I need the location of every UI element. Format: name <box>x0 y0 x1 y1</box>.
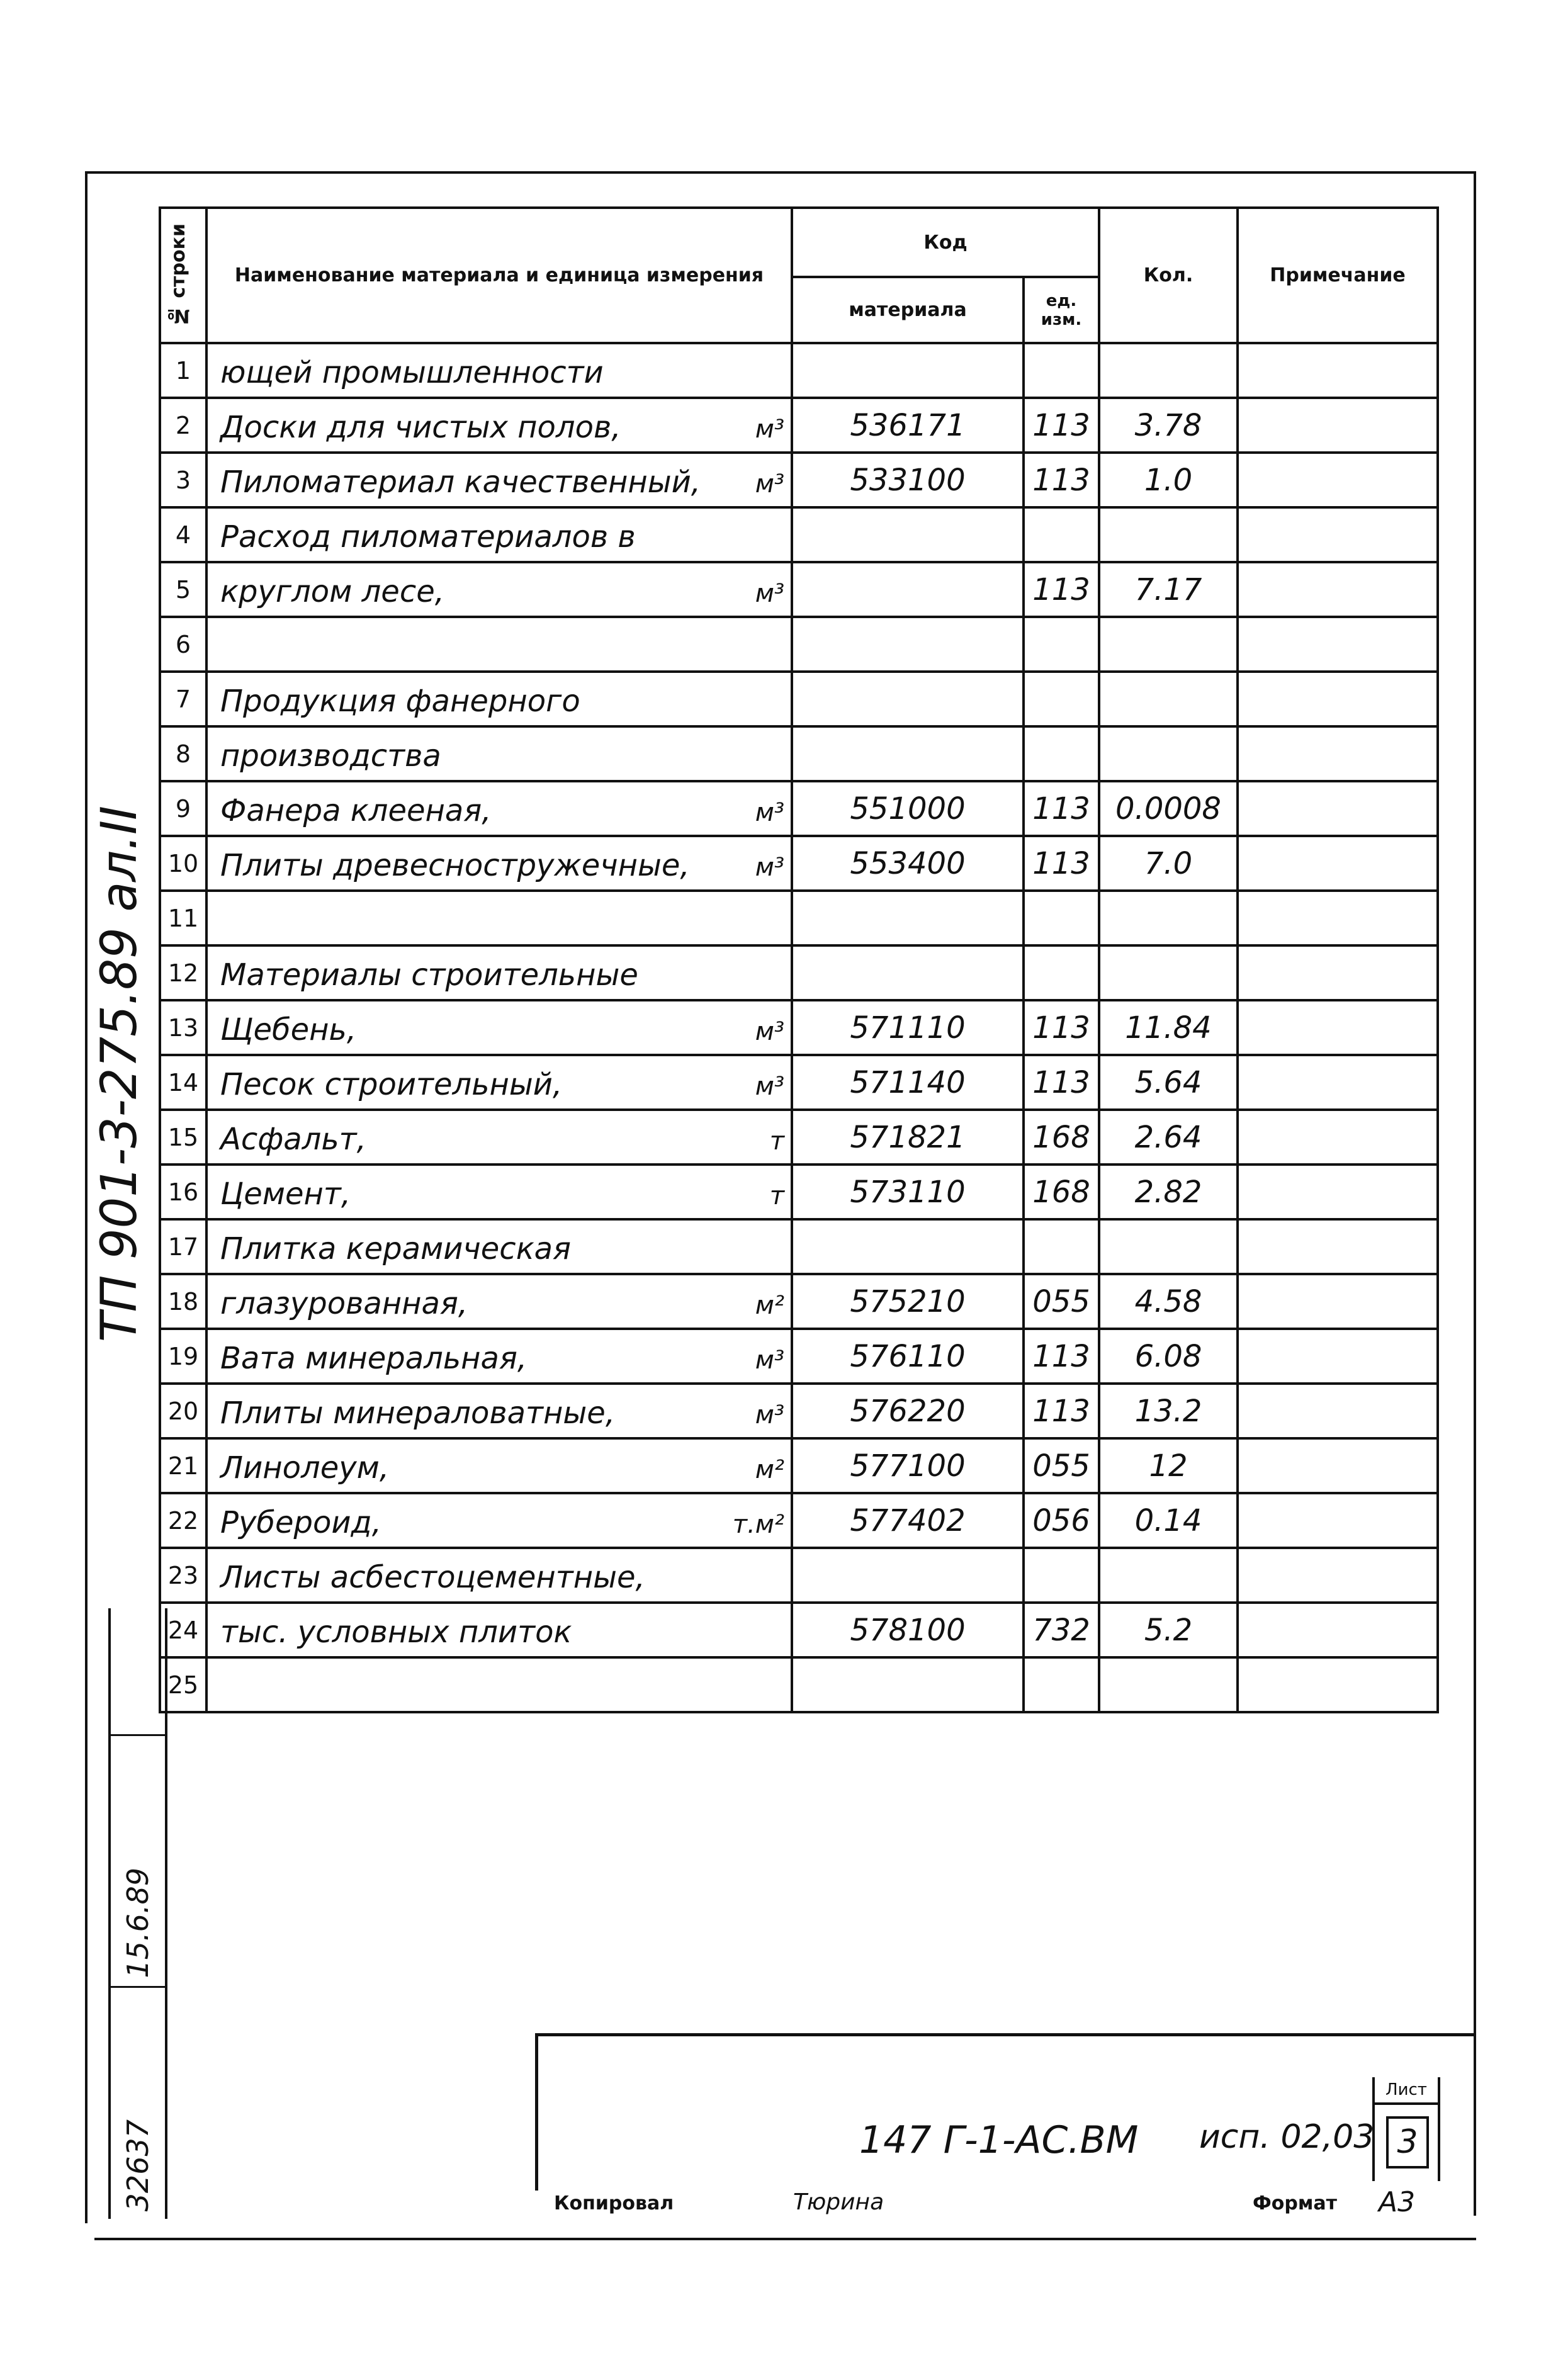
table-row <box>160 781 1438 836</box>
strip-inventory-number: 32637 <box>121 2119 155 2211</box>
row-number: 1 <box>160 343 206 398</box>
material-name-cell <box>206 1493 792 1548</box>
quantity <box>1099 1548 1238 1603</box>
material-name-cell <box>206 1055 792 1110</box>
material-name: Плиты минераловатные, <box>220 1396 616 1431</box>
material-name: Пиломатериал качественный, <box>220 465 701 500</box>
table-row <box>160 672 1438 726</box>
project-code-vertical: ТП 901-3-275.89 ал.II <box>91 806 148 1343</box>
quantity: 7.0 <box>1099 836 1238 891</box>
quantity <box>1099 726 1238 781</box>
material-code: 573110 <box>792 1165 1024 1219</box>
material-name: Цемент, <box>220 1176 351 1212</box>
quantity: 1.0 <box>1099 453 1238 507</box>
material-name-cell <box>206 1165 792 1219</box>
table-row <box>160 1219 1438 1274</box>
unit-code: 168 <box>1024 1165 1099 1219</box>
row-number: 7 <box>160 672 206 726</box>
unit-code <box>1024 891 1099 945</box>
header-row-number: № строки <box>160 208 206 343</box>
material-code <box>792 1219 1024 1274</box>
table-row <box>160 1055 1438 1110</box>
sheet-label: Лист <box>1375 2077 1438 2105</box>
material-code: 553400 <box>792 836 1024 891</box>
row-number: 21 <box>160 1438 206 1493</box>
material-name-cell <box>206 891 792 945</box>
material-name: Песок строительный, <box>220 1067 563 1102</box>
unit-code: 113 <box>1024 1055 1099 1110</box>
strip-date: 15.6.89 <box>111 1734 165 1988</box>
header-code: Код <box>792 208 1099 277</box>
note <box>1238 1603 1438 1657</box>
material-code: 571110 <box>792 1000 1024 1055</box>
copied-by-label: Копировал <box>554 2192 674 2214</box>
table-row <box>160 1603 1438 1657</box>
material-code <box>792 562 1024 617</box>
unit-code: 113 <box>1024 781 1099 836</box>
material-name-cell <box>206 1000 792 1055</box>
material-name-cell <box>206 1110 792 1165</box>
quantity: 3.78 <box>1099 398 1238 453</box>
execution-number: исп. 02,03 <box>1199 2118 1375 2156</box>
table-row <box>160 1657 1438 1712</box>
unit-code: 113 <box>1024 562 1099 617</box>
quantity: 0.0008 <box>1099 781 1238 836</box>
sheet-border-right <box>1474 171 1476 2216</box>
table-row <box>160 507 1438 562</box>
material-code <box>792 672 1024 726</box>
note <box>1238 672 1438 726</box>
material-code <box>792 1657 1024 1712</box>
quantity: 2.64 <box>1099 1110 1238 1165</box>
material-code <box>792 343 1024 398</box>
strip-cell-empty <box>111 1608 165 1736</box>
unit-code: 113 <box>1024 453 1099 507</box>
materials-table <box>159 206 1439 1713</box>
format-label: Формат <box>1253 2192 1337 2214</box>
table-row <box>160 726 1438 781</box>
material-name-cell <box>206 617 792 672</box>
material-code: 578100 <box>792 1603 1024 1657</box>
row-number: 14 <box>160 1055 206 1110</box>
table-row <box>160 1329 1438 1384</box>
table-row <box>160 1493 1438 1548</box>
table-row <box>160 891 1438 945</box>
material-code <box>792 507 1024 562</box>
sheet-border-top <box>85 171 1476 174</box>
title-block <box>535 2033 1476 2191</box>
unit-code <box>1024 1657 1099 1712</box>
note <box>1238 343 1438 398</box>
row-number: 15 <box>160 1110 206 1165</box>
unit-of-measure: м³ <box>755 1401 784 1430</box>
material-name-cell <box>206 726 792 781</box>
unit-code <box>1024 507 1099 562</box>
material-name: Продукция фанерного <box>220 684 580 719</box>
unit-of-measure: м³ <box>755 579 784 608</box>
note <box>1238 1000 1438 1055</box>
note <box>1238 453 1438 507</box>
material-name: Асфальт, <box>220 1122 366 1157</box>
row-number: 20 <box>160 1384 206 1438</box>
material-name-cell <box>206 781 792 836</box>
table-row <box>160 1438 1438 1493</box>
document-designation: 147 Г-1-АС.ВМ <box>859 2118 1139 2162</box>
material-name: Плиты древесностружечные, <box>220 848 690 883</box>
material-name: Фанера клееная, <box>220 793 492 828</box>
material-code: 571821 <box>792 1110 1024 1165</box>
unit-code <box>1024 617 1099 672</box>
header-material-code: материала <box>792 277 1024 343</box>
row-number: 9 <box>160 781 206 836</box>
note <box>1238 781 1438 836</box>
row-number: 3 <box>160 453 206 507</box>
unit-code: 055 <box>1024 1438 1099 1493</box>
material-name: Плитка керамическая <box>220 1231 571 1266</box>
note <box>1238 1548 1438 1603</box>
table-row <box>160 836 1438 891</box>
material-name-cell <box>206 562 792 617</box>
unit-code: 113 <box>1024 836 1099 891</box>
sheet-number: 3 <box>1386 2116 1429 2169</box>
material-code: 575210 <box>792 1274 1024 1329</box>
sheet-number-box <box>1372 2077 1440 2181</box>
material-name-cell <box>206 1274 792 1329</box>
note <box>1238 617 1438 672</box>
row-number: 10 <box>160 836 206 891</box>
sheet-border-bottom <box>94 2238 1476 2240</box>
row-number: 25 <box>160 1657 206 1712</box>
material-code: 577402 <box>792 1493 1024 1548</box>
quantity: 0.14 <box>1099 1493 1238 1548</box>
material-code: 533100 <box>792 453 1024 507</box>
note <box>1238 1493 1438 1548</box>
row-number: 6 <box>160 617 206 672</box>
quantity <box>1099 1657 1238 1712</box>
quantity <box>1099 1219 1238 1274</box>
note <box>1238 1165 1438 1219</box>
material-name: Рубероид, <box>220 1505 381 1540</box>
quantity: 5.2 <box>1099 1603 1238 1657</box>
material-name-cell <box>206 1548 792 1603</box>
material-name: Доски для чистых полов, <box>220 410 621 445</box>
unit-code: 055 <box>1024 1274 1099 1329</box>
unit-code <box>1024 945 1099 1000</box>
unit-of-measure: м³ <box>755 1072 784 1101</box>
material-code: 577100 <box>792 1438 1024 1493</box>
material-code: 576220 <box>792 1384 1024 1438</box>
material-code <box>792 945 1024 1000</box>
material-code: 536171 <box>792 398 1024 453</box>
table-row <box>160 1165 1438 1219</box>
table-row <box>160 1110 1438 1165</box>
table-row <box>160 1384 1438 1438</box>
row-number: 22 <box>160 1493 206 1548</box>
unit-of-measure: т <box>769 1182 784 1210</box>
material-name-cell <box>206 836 792 891</box>
quantity <box>1099 672 1238 726</box>
material-name-cell <box>206 1329 792 1384</box>
unit-of-measure: м² <box>755 1455 784 1484</box>
quantity <box>1099 617 1238 672</box>
row-number: 13 <box>160 1000 206 1055</box>
note <box>1238 562 1438 617</box>
unit-code <box>1024 672 1099 726</box>
material-name: Листы асбестоцементные, <box>220 1560 645 1595</box>
quantity: 6.08 <box>1099 1329 1238 1384</box>
table-row <box>160 945 1438 1000</box>
unit-code: 113 <box>1024 1384 1099 1438</box>
material-name-cell <box>206 1603 792 1657</box>
material-name: Линолеум, <box>220 1450 390 1486</box>
row-number: 4 <box>160 507 206 562</box>
row-number: 23 <box>160 1548 206 1603</box>
table-row <box>160 1000 1438 1055</box>
row-number: 18 <box>160 1274 206 1329</box>
material-name: круглом лесе, <box>220 574 444 609</box>
quantity: 5.64 <box>1099 1055 1238 1110</box>
quantity: 13.2 <box>1099 1384 1238 1438</box>
material-name-cell <box>206 672 792 726</box>
row-number: 2 <box>160 398 206 453</box>
note <box>1238 1657 1438 1712</box>
unit-code: 113 <box>1024 1000 1099 1055</box>
unit-code: 113 <box>1024 398 1099 453</box>
note <box>1238 1110 1438 1165</box>
quantity: 12 <box>1099 1438 1238 1493</box>
material-name: производства <box>220 738 441 774</box>
material-name-cell <box>206 507 792 562</box>
unit-of-measure: м³ <box>755 415 784 444</box>
unit-of-measure: м² <box>755 1291 784 1320</box>
note <box>1238 726 1438 781</box>
table-row <box>160 1274 1438 1329</box>
row-number: 12 <box>160 945 206 1000</box>
note <box>1238 1438 1438 1493</box>
quantity: 2.82 <box>1099 1165 1238 1219</box>
row-number: 19 <box>160 1329 206 1384</box>
table-row <box>160 453 1438 507</box>
unit-code <box>1024 726 1099 781</box>
row-number: 16 <box>160 1165 206 1219</box>
quantity: 4.58 <box>1099 1274 1238 1329</box>
unit-code <box>1024 1219 1099 1274</box>
material-code: 571140 <box>792 1055 1024 1110</box>
material-name-cell <box>206 453 792 507</box>
header-note: Примечание <box>1238 208 1438 343</box>
material-name: Расход пиломатериалов в <box>220 519 636 555</box>
material-name: тыс. условных плиток <box>220 1615 572 1650</box>
material-code: 576110 <box>792 1329 1024 1384</box>
material-name: Щебень, <box>220 1012 357 1047</box>
material-code <box>792 1548 1024 1603</box>
table-row <box>160 1548 1438 1603</box>
quantity <box>1099 945 1238 1000</box>
material-name: Вата минеральная, <box>220 1341 528 1376</box>
unit-code: 168 <box>1024 1110 1099 1165</box>
note <box>1238 836 1438 891</box>
material-name: Материалы строительные <box>220 957 638 993</box>
material-code: 551000 <box>792 781 1024 836</box>
unit-code: 056 <box>1024 1493 1099 1548</box>
quantity <box>1099 343 1238 398</box>
unit-of-measure: м³ <box>755 470 784 499</box>
material-code <box>792 617 1024 672</box>
table-row <box>160 398 1438 453</box>
unit-of-measure: м³ <box>755 853 784 882</box>
note <box>1238 1219 1438 1274</box>
table-row <box>160 562 1438 617</box>
note <box>1238 1329 1438 1384</box>
material-code <box>792 726 1024 781</box>
note <box>1238 945 1438 1000</box>
unit-of-measure: м³ <box>755 1346 784 1375</box>
row-number: 24 <box>160 1603 206 1657</box>
unit-code: 113 <box>1024 1329 1099 1384</box>
material-name-cell <box>206 1438 792 1493</box>
row-number: 5 <box>160 562 206 617</box>
inventory-strip <box>108 1608 167 2219</box>
row-number: 11 <box>160 891 206 945</box>
header-material-name: Наименование материала и единица измерения <box>206 208 792 343</box>
material-name-cell <box>206 398 792 453</box>
unit-of-measure: м³ <box>755 1017 784 1046</box>
material-name-cell <box>206 1384 792 1438</box>
unit-of-measure: м³ <box>755 798 784 827</box>
unit-code <box>1024 1548 1099 1603</box>
note <box>1238 1384 1438 1438</box>
quantity <box>1099 507 1238 562</box>
quantity: 7.17 <box>1099 562 1238 617</box>
note <box>1238 507 1438 562</box>
quantity <box>1099 891 1238 945</box>
header-quantity: Кол. <box>1099 208 1238 343</box>
material-code <box>792 891 1024 945</box>
material-name-cell <box>206 1657 792 1712</box>
unit-code: 732 <box>1024 1603 1099 1657</box>
quantity: 11.84 <box>1099 1000 1238 1055</box>
note <box>1238 1055 1438 1110</box>
table-row <box>160 617 1438 672</box>
material-name-cell <box>206 343 792 398</box>
row-number: 8 <box>160 726 206 781</box>
row-number: 17 <box>160 1219 206 1274</box>
material-name-cell <box>206 1219 792 1274</box>
note <box>1238 398 1438 453</box>
unit-of-measure: т <box>769 1127 784 1156</box>
unit-code <box>1024 343 1099 398</box>
table-row <box>160 343 1438 398</box>
unit-of-measure: т.м² <box>732 1510 784 1539</box>
material-name: глазурованная, <box>220 1286 468 1321</box>
note <box>1238 1274 1438 1329</box>
note <box>1238 891 1438 945</box>
format-value: А3 <box>1379 2186 1416 2218</box>
copier-signature: Тюрина <box>793 2189 884 2215</box>
material-name-cell <box>206 945 792 1000</box>
header-unit-code: ед. изм. <box>1024 277 1099 343</box>
material-name: ющей промышленности <box>220 355 604 390</box>
